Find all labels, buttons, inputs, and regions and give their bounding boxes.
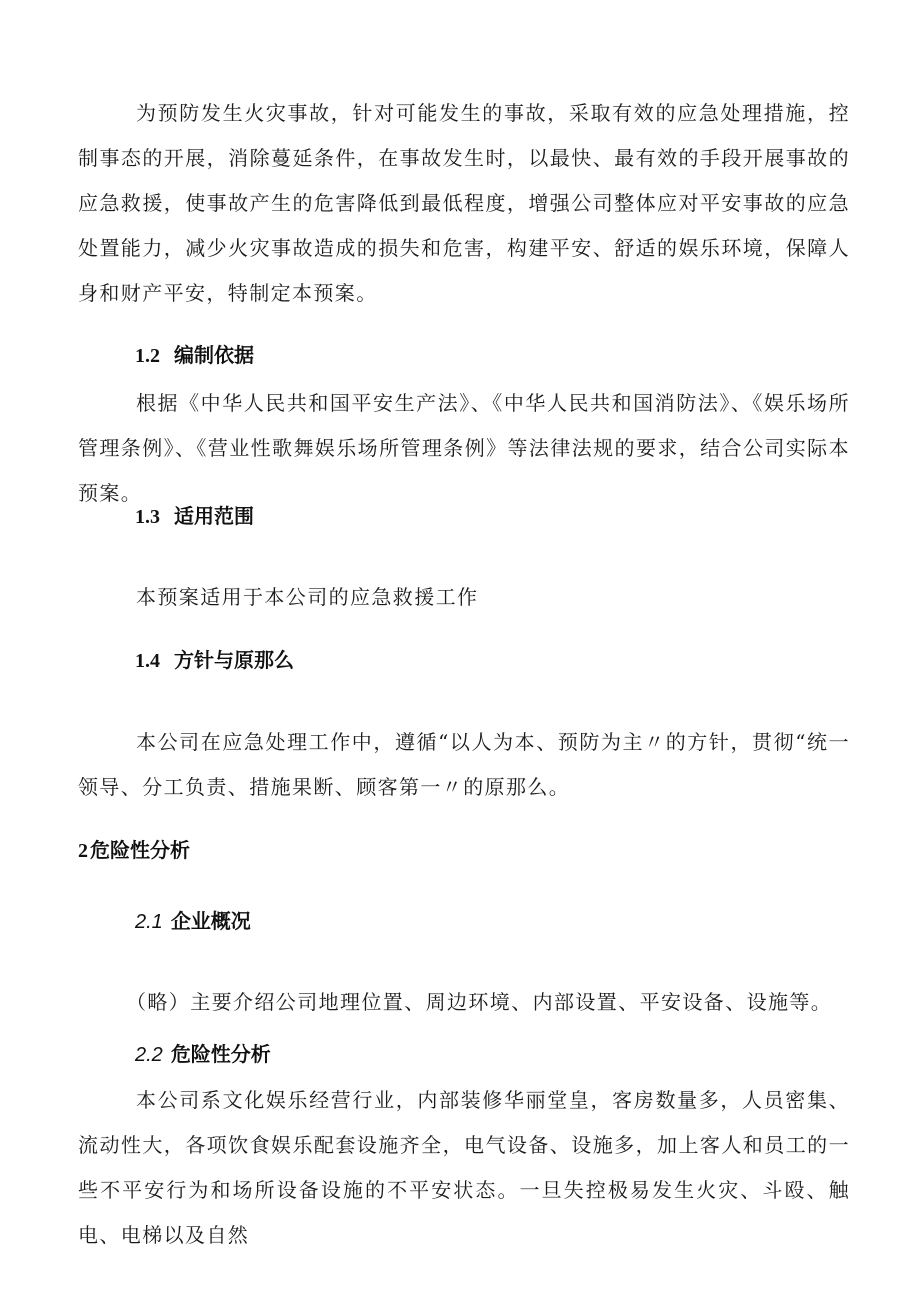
paragraph-overview: （略）主要介绍公司地理位置、周边环境、内部设置、平安设备、设施等。: [126, 990, 833, 1014]
heading-1-4: [135, 646, 294, 675]
paragraph-purpose: 为预防发生火灾事故，针对可能发生的事故，采取有效的应急处理措施，控制事态的开展，消除蔓延条件，在事故发生时，以最快、最有效的手段开展事故的应急救援，使事故产生的危害降低到最低程度，增强公司整体应对平安事故的应急处置能力，减少火灾事故造成的损失和危害，构建平安、舒适的娱乐环境，保障人身和财产平安，特制定本预案。: [78, 101, 850, 305]
heading-title: 适用范围: [174, 504, 254, 528]
heading-number: 1.2: [135, 345, 160, 367]
paragraph-principles: 本公司在应急处理工作中，遵循“以人为本、预防为主〃的方针，贯彻“统一领导、分工负责、措施果断、顾客第一〃的原那么。: [78, 730, 850, 799]
heading-2-2: [135, 1040, 271, 1069]
heading-title: 危险性分析: [90, 838, 190, 862]
heading-title: 危险性分析: [170, 1042, 271, 1066]
paragraph-risk: 本公司系文化娱乐经营行业，内部装修华丽堂皇，客房数量多，人员密集、流动性大，各项饮食娱乐配套设施齐全，电气设备、设施多，加上客人和员工的一些不平安行为和场所设备设施的不平安状态。一旦失控极易发生火灾、斗殴、触电、电梯以及自然: [78, 1088, 850, 1247]
heading-title: 方针与原那么: [174, 648, 294, 672]
heading-2-1: [135, 907, 251, 936]
heading-1-2: [135, 341, 254, 370]
heading-number: 2: [78, 840, 88, 862]
heading-number: 2.2: [135, 1044, 163, 1066]
heading-title: 编制依据: [174, 343, 254, 367]
heading-number: 1.4: [135, 650, 160, 672]
heading-number: 2.1: [135, 911, 163, 933]
paragraph-basis: 根据《中华人民共和国平安生产法》、《中华人民共和国消防法》、《娱乐场所管理条例》、《营业性歌舞娱乐场所管理条例》等法律法规的要求，结合公司实际本预案。: [78, 391, 850, 505]
heading-1-3: [135, 502, 254, 531]
heading-title: 企业概况: [170, 909, 251, 933]
paragraph-scope: 本预案适用于本公司的应急救援工作: [136, 585, 479, 609]
heading-number: 1.3: [135, 506, 160, 528]
heading-2: [78, 836, 190, 865]
